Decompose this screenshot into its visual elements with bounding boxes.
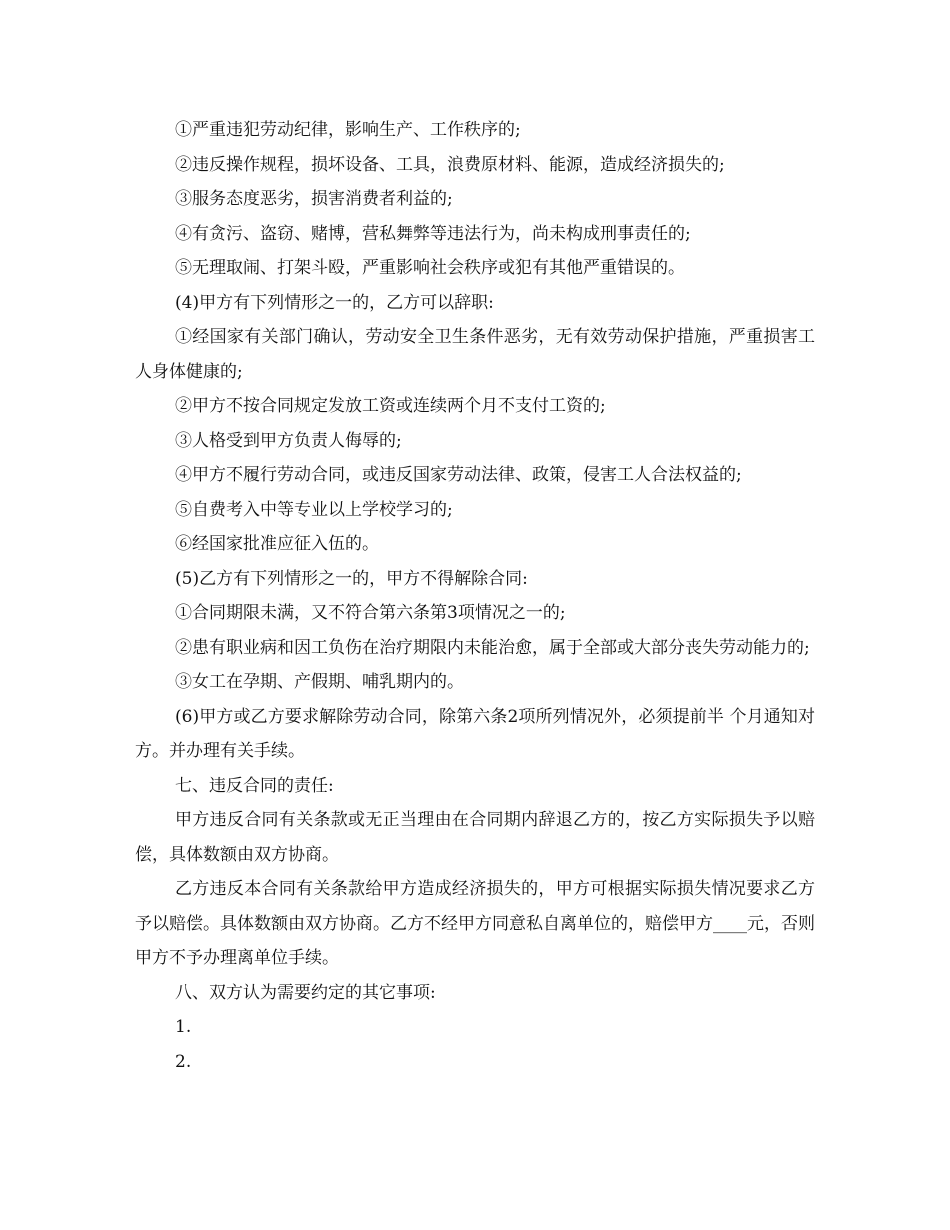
clause-item-4: ④有贪污、盗窃、赌博，营私舞弊等违法行为，尚未构成刑事责任的; [175,223,691,244]
body-paragraph-2: 乙方违反本合同有关条款给甲方造成经济损失的，甲方可根据实际损失情况要求乙方予以赔偿。具体数额由双方协商。乙方不经甲方同意私自离单位的，赔偿甲方____元，否则甲方不予办理离单位手续。 [135,879,815,968]
subsection-heading-4: (4)甲方有下列情形之一的，乙方可以辞职: [175,292,494,313]
document-body [135,113,815,1079]
clause-item-13: ②患有职业病和因工负伤在治疗期限内未能治愈，属于全部或大部分丧失劳动能力的; [175,637,810,658]
clause-item-3: ③服务态度恶劣，损害消费者利益的; [175,189,453,209]
numbered-item-1: 1. [175,1017,192,1037]
clause-item-8: ③人格受到甲方负责人侮辱的; [175,430,402,451]
clause-item-10: ⑤自费考入中等专业以上学校学习的; [175,499,453,520]
clause-item-5: ⑤无理取闹、打架斗殴，严重影响社会秩序或犯有其他严重错误的。 [175,258,685,278]
clause-item-7: ②甲方不按合同规定发放工资或连续两个月不支付工资的; [175,396,606,416]
subsection-heading-5: (5)乙方有下列情形之一的，甲方不得解除合同: [175,568,528,589]
body-paragraph-1: 甲方违反合同有关条款或无正当理由在合同期内辞退乙方的，按乙方实际损失予以赔偿，具体数额由双方协商。 [135,810,815,865]
numbered-item-2: 2. [175,1051,192,1072]
clause-item-9: ④甲方不履行劳动合同，或违反国家劳动法律、政策，侵害工人合法权益的; [175,465,742,485]
section-heading-8: 八、双方认为需要约定的其它事项: [175,982,436,1003]
clause-item-1: ①严重违犯劳动纪律，影响生产、工作秩序的; [175,120,521,140]
section-heading-7: 七、违反合同的责任: [175,775,334,796]
clause-item-14: ③女工在孕期、产假期、哺乳期内的。 [175,672,464,692]
clause-item-2: ②违反操作规程，损坏设备、工具，浪费原材料、能源，造成经济损失的; [175,154,725,175]
subsection-heading-6: (6)甲方或乙方要求解除劳动合同，除第六条2项所列情况外，必须提前半 个月通知对方。并办理有关手续。 [135,706,815,761]
clause-item-12: ①合同期限未满，又不符合第六条第3项情况之一的; [175,603,566,623]
clause-item-6: ①经国家有关部门确认，劳动安全卫生条件恶劣，无有效劳动保护措施，严重损害工人身体健康的; [135,327,815,382]
clause-item-11: ⑥经国家批准应征入伍的。 [175,534,379,554]
